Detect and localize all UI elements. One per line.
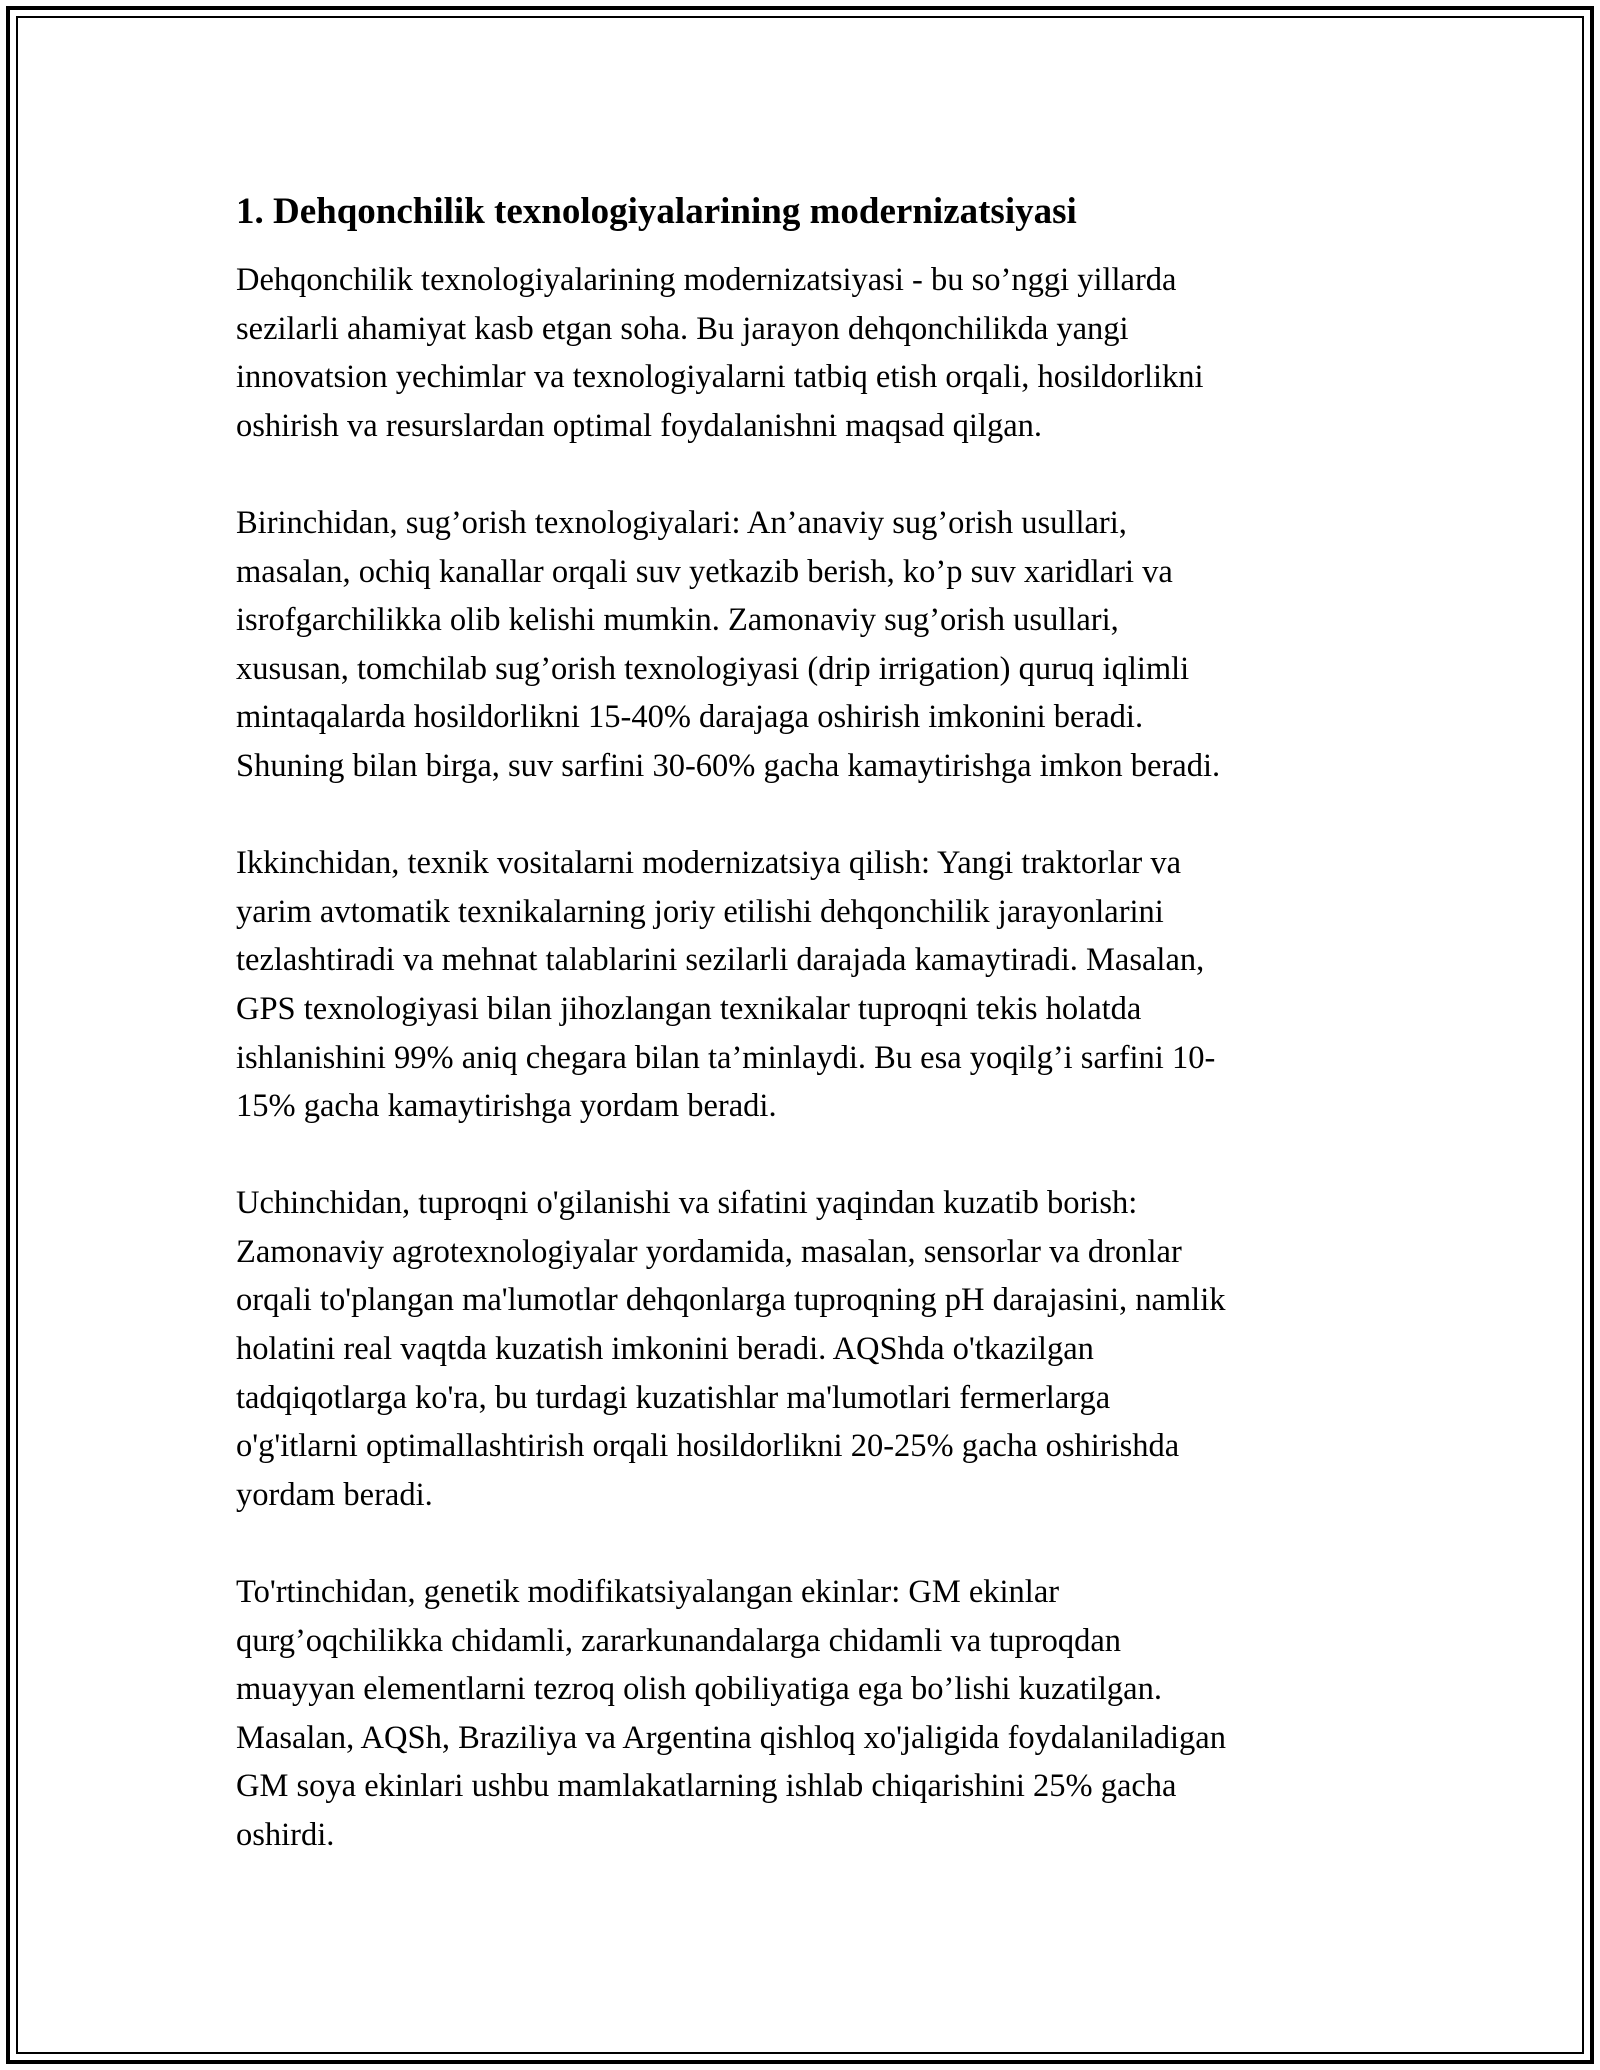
paragraph-irrigation: Birinchidan, sug’orish texnologiyalari: An’anaviy sug’orish usullari, masalan, ochiq kanallar orqali suv yetkazib berish, ko’p suv xaridlari va isrofgarchilikka olib kelishi mumkin. Zamonaviy sug’orish usullari, xususan, tomchilab sug’orish texnologiyasi (drip irrigation) quruq iqlimli mintaqalarda hosildorlikni 15-40% darajaga oshirish imkonini beradi. Shuning bilan birga, suv sarfini 30-60% gacha kamaytirishga imkon beradi. [236,504,1221,784]
paragraph-soil-monitoring: Uchinchidan, tuproqni o'gilanishi va sifatini yaqindan kuzatib borish: Zamonaviy agrotexnologiyalar yordamida, masalan, sensorlar va dronlar orqali to'plangan ma'lumotlar dehqonlarga tuproqning pH darajasini, namlik holatini real vaqtda kuzatish imkonini beradi. AQShda o'tkazilgan tadqiqotlarga ko'ra, bu turdagi kuzatishlar ma'lumotlari fermerlarga o'g'itlarni optimallashtirish orqali hosildorlikni 20-25% gacha oshirishda yordam beradi. [236,1185,1226,1513]
document-body [236,188,1366,1908]
paragraph-machinery: Ikkinchidan, texnik vositalarni modernizatsiya qilish: Yangi traktorlar va yarim avtomatik texnikalarning joriy etilishi dehqonchilik jarayonlarini tezlashtiradi va mehnat talablarini sezilarli darajada kamaytiradi. Masalan, GPS texnologiyasi bilan jihozlangan texnikalar tuproqni tekis holatda ishlanishini 99% aniq chegara bilan ta’minlaydi. Bu esa yoqilg’i sarfini 10- 15% gacha kamaytirishga yordam beradi. [236,845,1216,1125]
paragraph-intro: Dehqonchilik texnologiyalarining modernizatsiyasi - bu so’nggi yillarda sezilarli ahamiyat kasb etgan soha. Bu jarayon dehqonchilikda yangi innovatsion yechimlar va texnologiyalarni tatbiq etish orqali, hosildorlikni oshirish va resurslardan optimal foydalanishni maqsad qilgan. [236,262,1204,444]
paragraph-gm-crops: To'rtinchidan, genetik modifikatsiyalangan ekinlar: GM ekinlar qurg’oqchilikka chidamli, zararkunandalarga chidamli va tuproqdan muayyan elementlarni tezroq olish qobiliyatiga ega bo’lishi kuzatilgan. Masalan, AQSh, Braziliya va Argentina qishloq xo'jaligida foydalaniladigan GM soya ekinlari ushbu mamlakatlarning ishlab chiqarishini 25% gacha oshirdi. [236,1574,1226,1853]
section-heading: 1. Dehqonchilik texnologiyalarining modernizatsiyasi [236,191,1077,232]
